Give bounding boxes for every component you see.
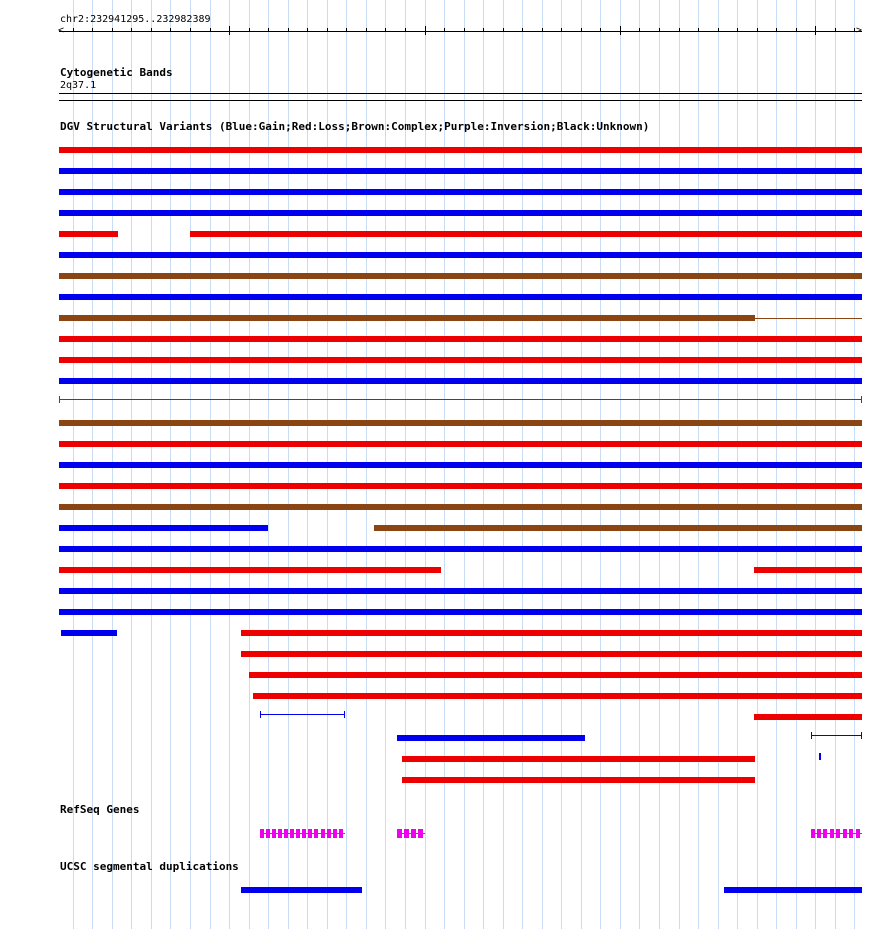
variant-bar-end bbox=[820, 753, 821, 760]
cytoband-track-title: Cytogenetic Bands bbox=[60, 66, 173, 79]
gene-exon bbox=[302, 829, 306, 838]
ruler-minor-tick bbox=[796, 28, 797, 32]
gene-exon bbox=[811, 829, 815, 838]
ruler-minor-tick bbox=[464, 28, 465, 32]
ruler-arrow-right: > bbox=[856, 25, 863, 36]
variant-bar bbox=[59, 210, 862, 216]
ruler-minor-tick bbox=[659, 28, 660, 32]
ruler-minor-tick bbox=[327, 28, 328, 32]
gene-exon bbox=[404, 829, 409, 838]
variant-bar bbox=[59, 420, 862, 426]
variant-bar bbox=[249, 672, 862, 678]
gene-exon bbox=[260, 829, 264, 838]
ruler-minor-tick bbox=[210, 28, 211, 32]
gene-exon bbox=[817, 829, 821, 838]
variant-bar bbox=[241, 651, 862, 657]
ruler-minor-tick bbox=[92, 28, 93, 32]
gene-exon bbox=[397, 829, 402, 838]
gene-exon bbox=[339, 829, 343, 838]
ruler-minor-tick bbox=[170, 28, 171, 32]
ruler-minor-tick bbox=[639, 28, 640, 32]
variant-bar bbox=[59, 273, 862, 279]
gene-exon bbox=[856, 829, 860, 838]
dgv-track-title: DGV Structural Variants (Blue:Gain;Red:Loss;Brown:Complex;Purple:Inversion;Black:Unknown) bbox=[60, 120, 650, 133]
segdup-bar bbox=[724, 887, 862, 893]
variant-bar bbox=[61, 630, 117, 636]
gene-exon bbox=[411, 829, 416, 838]
gene-exon bbox=[266, 829, 270, 838]
ruler-minor-tick bbox=[854, 28, 855, 32]
variant-bar bbox=[374, 525, 862, 531]
variant-bar bbox=[59, 189, 862, 195]
ruler-minor-tick bbox=[73, 28, 74, 32]
gene-exon bbox=[308, 829, 312, 838]
variant-bar bbox=[59, 546, 862, 552]
variant-bar bbox=[59, 399, 862, 400]
gene-exon bbox=[836, 829, 840, 838]
ruler-minor-tick bbox=[542, 28, 543, 32]
variant-bar-end bbox=[861, 396, 862, 403]
variant-bar bbox=[59, 525, 268, 531]
variant-bar bbox=[397, 735, 585, 741]
variant-bar bbox=[59, 147, 862, 153]
variant-bar bbox=[59, 336, 862, 342]
ruler-major-tick bbox=[620, 26, 621, 35]
gene-exon bbox=[321, 829, 325, 838]
ruler-minor-tick bbox=[288, 28, 289, 32]
ruler-major-tick bbox=[815, 26, 816, 35]
ruler-minor-tick bbox=[757, 28, 758, 32]
ruler-arrow-left: < bbox=[58, 25, 65, 36]
variant-bar bbox=[59, 315, 755, 321]
variant-bar bbox=[754, 567, 862, 573]
variant-bar bbox=[402, 777, 755, 783]
variant-bar-end bbox=[861, 732, 862, 739]
variant-bar bbox=[260, 714, 345, 715]
variant-bar bbox=[59, 441, 862, 447]
variant-bar bbox=[59, 357, 862, 363]
variant-bar-tail bbox=[755, 318, 862, 319]
gene-exon bbox=[314, 829, 318, 838]
variant-bar bbox=[59, 462, 862, 468]
ruler-minor-tick bbox=[366, 28, 367, 32]
gene-exon bbox=[843, 829, 847, 838]
ruler-minor-tick bbox=[835, 28, 836, 32]
variant-bar-end bbox=[344, 711, 345, 718]
ruler-minor-tick bbox=[190, 28, 191, 32]
variant-bar bbox=[59, 168, 862, 174]
ruler-minor-tick bbox=[679, 28, 680, 32]
gene-exon bbox=[418, 829, 423, 838]
gene-exon bbox=[284, 829, 288, 838]
gene-exon bbox=[849, 829, 853, 838]
variant-bar bbox=[241, 630, 862, 636]
gene-exon bbox=[333, 829, 337, 838]
gene-exon bbox=[290, 829, 294, 838]
variant-bar bbox=[59, 378, 862, 384]
ruler-minor-tick bbox=[346, 28, 347, 32]
ruler-major-tick bbox=[229, 26, 230, 35]
gene-exon bbox=[278, 829, 282, 838]
variant-bar bbox=[59, 588, 862, 594]
ruler-minor-tick bbox=[522, 28, 523, 32]
ruler-axis bbox=[59, 31, 862, 32]
ruler-minor-tick bbox=[307, 28, 308, 32]
variant-bar bbox=[59, 231, 118, 237]
variant-bar bbox=[59, 504, 862, 510]
refseq-track-title: RefSeq Genes bbox=[60, 803, 140, 816]
gene-exon bbox=[327, 829, 331, 838]
ruler-minor-tick bbox=[405, 28, 406, 32]
ruler-minor-tick bbox=[776, 28, 777, 32]
cytoband-line-lower bbox=[59, 100, 862, 101]
ruler-minor-tick bbox=[249, 28, 250, 32]
ruler-minor-tick bbox=[718, 28, 719, 32]
variant-bar bbox=[754, 714, 862, 720]
gene-exon bbox=[823, 829, 827, 838]
ruler-minor-tick bbox=[698, 28, 699, 32]
gene-exon bbox=[296, 829, 300, 838]
cytoband-line bbox=[59, 93, 862, 94]
cytoband-label: 2q37.1 bbox=[60, 80, 97, 91]
variant-bar-end bbox=[59, 396, 60, 403]
variant-bar bbox=[253, 693, 862, 699]
gene-exon bbox=[272, 829, 276, 838]
ruler-minor-tick bbox=[131, 28, 132, 32]
variant-bar bbox=[59, 567, 441, 573]
ruler-minor-tick bbox=[385, 28, 386, 32]
ruler-minor-tick bbox=[600, 28, 601, 32]
ruler-minor-tick bbox=[444, 28, 445, 32]
ruler-minor-tick bbox=[483, 28, 484, 32]
variant-bar bbox=[59, 483, 862, 489]
ruler-major-tick bbox=[425, 26, 426, 35]
variant-bar bbox=[59, 252, 862, 258]
variant-bar bbox=[59, 294, 862, 300]
ruler-minor-tick bbox=[581, 28, 582, 32]
position-label: chr2:232941295..232982389 bbox=[60, 14, 211, 25]
variant-bar bbox=[190, 231, 862, 237]
segdup-track-title: UCSC segmental duplications bbox=[60, 860, 239, 873]
ruler-minor-tick bbox=[268, 28, 269, 32]
variant-bar-end bbox=[260, 711, 261, 718]
gene-exon bbox=[830, 829, 834, 838]
ruler-minor-tick bbox=[112, 28, 113, 32]
ruler-minor-tick bbox=[561, 28, 562, 32]
variant-bar bbox=[59, 609, 862, 615]
ruler-minor-tick bbox=[737, 28, 738, 32]
ruler-minor-tick bbox=[151, 28, 152, 32]
segdup-bar bbox=[241, 887, 362, 893]
ruler-minor-tick bbox=[503, 28, 504, 32]
variant-bar bbox=[402, 756, 755, 762]
variant-bar-end bbox=[811, 732, 812, 739]
variant-bar bbox=[811, 735, 862, 736]
